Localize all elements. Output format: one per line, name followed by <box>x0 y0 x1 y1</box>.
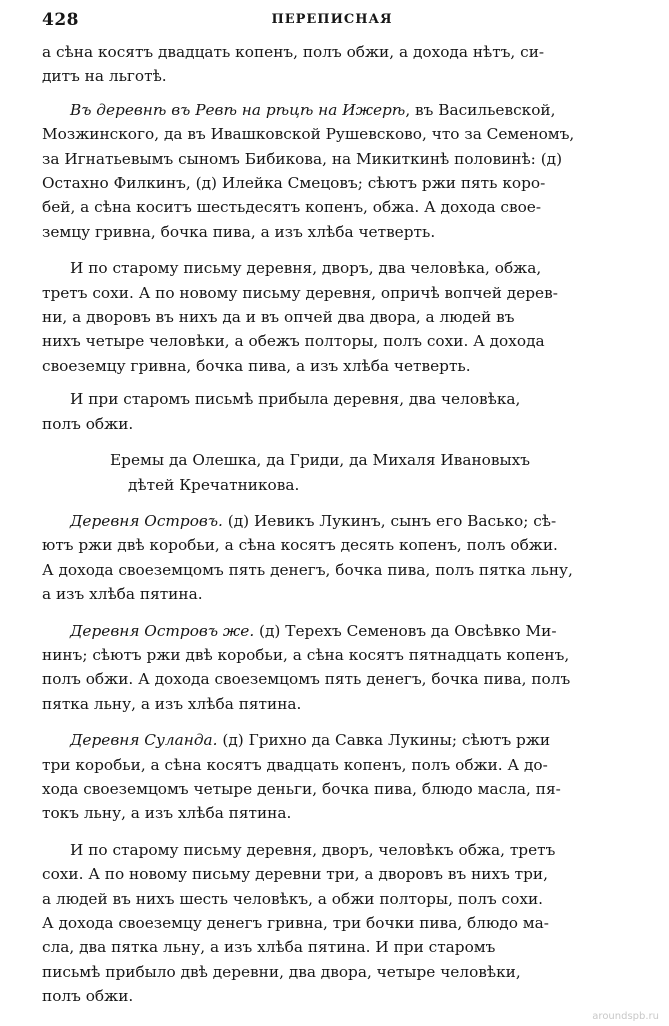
text-line: Мозжинского, да въ Ивашковской Рушевсково, что за Семеномъ, <box>42 125 575 144</box>
text-line: Остахно Филкинъ, (д) Илейка Смецовъ; сѣютъ ржи пять коро- <box>42 174 546 193</box>
text-line: бей, а сѣна коситъ шестьдесятъ копенъ, обжа. А дохода свое- <box>42 198 542 217</box>
paragraph-old-census <box>42 256 620 378</box>
text-line: нинъ; сѣютъ ржи двѣ коробьи, а сѣна косятъ пятнадцать копенъ, <box>42 645 570 664</box>
page-number: 428 <box>42 10 79 30</box>
text-line: (д) Грихно да Савка Лукины; сѣютъ ржи <box>217 731 551 750</box>
text-line: ни, а дворовъ въ нихъ да и въ опчей два двора, а людей въ <box>42 308 515 327</box>
place-name: Деревня Островъ же. <box>70 621 255 640</box>
text-line: И при старомъ письмѣ прибыла деревня, два человѣка, <box>70 390 521 409</box>
text-line: а изъ хлѣба пятина. <box>42 585 203 604</box>
text-line: И по старому письму деревня, дворъ, два человѣка, обжа, <box>70 259 542 278</box>
text-line: А дохода своеземцу денегъ гривна, три бочки пива, блюдо ма- <box>42 914 549 932</box>
paragraph-village-reva <box>42 98 620 244</box>
text-line: пятка льну, а изъ хлѣба пятина. <box>42 694 302 713</box>
watermark: aroundspb.ru <box>592 1011 659 1022</box>
text-line: дѣтей Кречатникова. <box>128 475 300 494</box>
paragraph-village-ostrov-2 <box>42 619 620 717</box>
text-line: за Игнатьевымъ сыномъ Бибикова, на Микиткинѣ половинѣ: (д) <box>42 149 563 168</box>
text-line: (д) Иевикъ Лукинъ, сынъ его Васько; сѣ- <box>222 511 557 530</box>
place-name: Деревня Суланда. <box>70 731 218 750</box>
text-line: третъ сохи. А по новому письму деревня, опричѣ вопчей дерев- <box>42 283 558 302</box>
place-name: Деревня Островъ. <box>70 511 223 530</box>
paragraph-village-sulanda <box>42 728 620 826</box>
text-line: своеземцу гривна, бочка пива, а изъ хлѣба четверть. <box>42 356 471 375</box>
owners-heading <box>42 448 620 497</box>
text-line: А дохода своеземцомъ пять денегъ, бочка пива, полъ пятка льну, <box>42 560 573 579</box>
text-line: три коробьи, а сѣна косятъ двадцать копенъ, полъ обжи. А до- <box>42 755 548 774</box>
text-line: ютъ ржи двѣ коробьи, а сѣна косятъ десять копенъ, полъ обжи. <box>42 536 558 555</box>
paragraph-summary <box>42 838 620 1009</box>
text-line: полъ обжи. А дохода своеземцомъ пять денегъ, бочка пива, полъ <box>42 670 571 689</box>
page-header <box>42 4 622 34</box>
text-line: Еремы да Олешка, да Гриди, да Михаля Ивановыхъ <box>110 451 530 470</box>
text-line: полъ обжи. <box>42 987 134 1006</box>
text-line: сла, два пятка льну, а изъ хлѣба пятина. И при старомъ <box>42 938 496 957</box>
paragraph-village-ostrov <box>42 509 620 607</box>
body-text <box>42 40 620 1009</box>
text-line: дитъ на льготѣ. <box>42 67 167 86</box>
text-line: токъ льну, а изъ хлѣба пятина. <box>42 804 292 823</box>
text-line: земцу гривна, бочка пива, а изъ хлѣба четверть. <box>42 222 436 241</box>
text-line: , въ Васильевской, <box>405 100 556 119</box>
running-head: ПЕРЕПИСНАЯ <box>271 12 393 27</box>
paragraph-added-village <box>42 387 620 436</box>
text-line: (д) Терехъ Семеновъ да Овсѣвко Ми- <box>254 621 557 640</box>
paragraph-continuation <box>42 40 620 89</box>
text-line: письмѣ прибыло двѣ деревни, два двора, четыре человѣки, <box>42 962 521 981</box>
place-name: Въ деревнѣ въ Ревѣ на рѣцѣ на Ижерѣ <box>70 100 406 119</box>
text-line: хода своеземцомъ четыре деньги, бочка пива, блюдо масла, пя- <box>42 779 561 798</box>
text-line: сохи. А по новому письму деревни три, а дворовъ въ нихъ три, <box>42 865 548 884</box>
text-line: нихъ четыре человѣки, а обежъ полторы, полъ сохи. А дохода <box>42 332 545 351</box>
text-line: полъ обжи. <box>42 414 134 433</box>
text-line: И по старому письму деревня, дворъ, человѣкъ обжа, третъ <box>70 840 556 859</box>
text-line: а людей въ нихъ шесть человѣкъ, а обжи полторы, полъ сохи. <box>42 889 544 908</box>
text-line: а сѣна косятъ двадцать копенъ, полъ обжи, а дохода нѣтъ, си- <box>42 43 545 61</box>
